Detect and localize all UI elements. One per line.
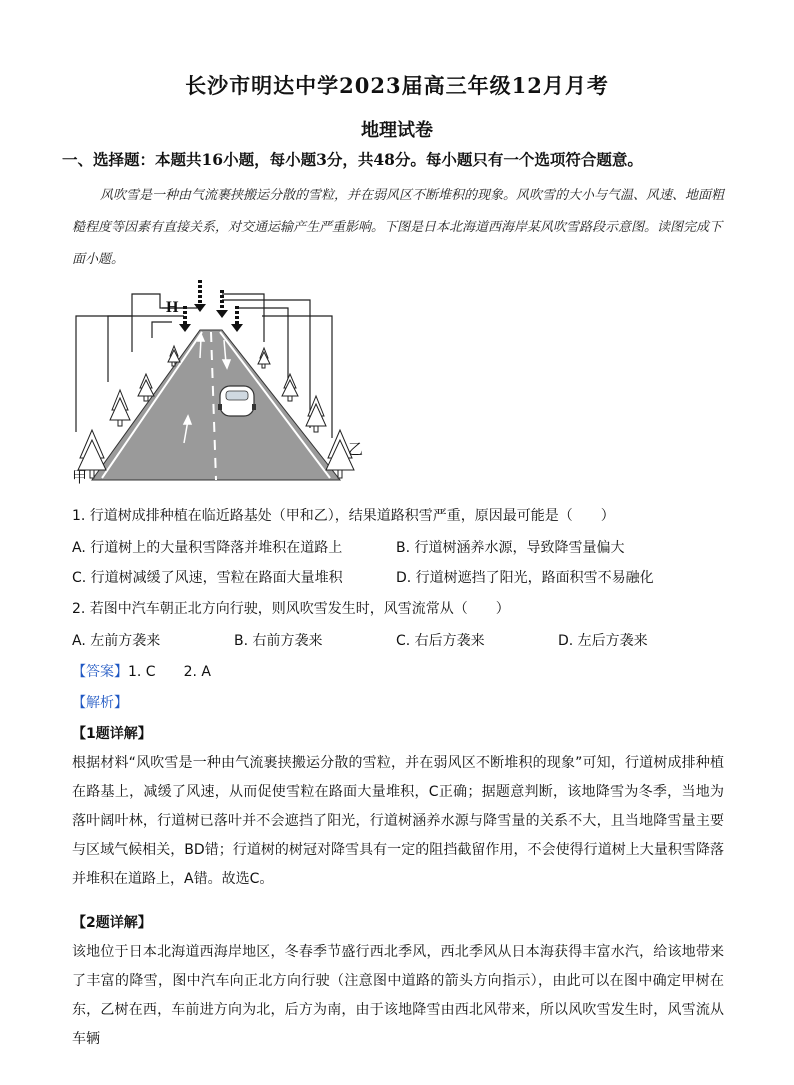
question-2-option-a[interactable]: A. 左前方袭来 [72, 633, 161, 649]
question-2-option-d[interactable]: D. 左后方袭来 [558, 633, 648, 649]
analysis-tag: 【解析】 [72, 695, 128, 711]
label-h: H [166, 299, 179, 316]
reading-passage: 风吹雪是一种由气流裹挟搬运分散的雪粒，并在弱风区不断堆积的现象。风吹雪的大小与气温、风速、地面粗糙程度等因素有直接关系，对交通运输产生严重影响。下图是日本北海道西海岸某风吹雪路段示意图。读图完成下面小题。 [72, 188, 725, 267]
question-2-option-c[interactable]: C. 右后方袭来 [396, 633, 485, 649]
section-heading: 一、选择题：本题共16小题，每小题3分，共48分。每小题只有一个选项符合题意。 [62, 150, 643, 169]
page-subtitle: 地理试卷 [361, 120, 433, 141]
question-1-option-b[interactable]: B. 行道树涵养水源，导致降雪量偏大 [396, 540, 625, 556]
road-diagram [72, 278, 372, 484]
question-1-option-c[interactable]: C. 行道树减缓了风速，雪粒在路面大量堆积 [72, 570, 343, 586]
question-1-stem: 1. 行道树成排种植在临近路基处（甲和乙），结果道路积雪严重，原因最可能是（ ） [72, 508, 615, 524]
car-icon [218, 386, 256, 416]
question-2-option-b[interactable]: B. 右前方袭来 [234, 633, 323, 649]
page-title: 长沙市明达中学2023届高三年级12月月考 [185, 73, 609, 98]
question-1-option-d[interactable]: D. 行道树遮挡了阳光，路面积雪不易融化 [396, 570, 654, 586]
detail-2-text: 该地位于日本北海道西海岸地区，冬春季节盛行西北季风，西北季风从日本海获得丰富水汽，给该地带来了丰富的降雪，图中汽车向正北方向行驶（注意图中道路的箭头方向指示），由此可以在图中确定甲树在东，乙树在西，车前进方向为北，后方为南，由于该地降雪由西北风带来，所以风吹雪发生时，风雪流从车辆 [72, 944, 724, 1047]
snow-arrow-1 [194, 280, 206, 312]
label-jia: 甲 [72, 468, 88, 484]
question-2-stem: 2. 若图中汽车朝正北方向行驶，则风吹雪发生时，风雪流常从（ ） [72, 601, 510, 617]
answer-line [72, 661, 211, 681]
detail-2-heading: 【2题详解】 [72, 915, 152, 931]
answer-text: 1. C 2. A [128, 664, 211, 680]
detail-1-heading: 【1题详解】 [72, 726, 152, 742]
answer-tag: 【答案】 [72, 664, 128, 680]
label-yi: 乙 [348, 440, 364, 458]
road-surface [92, 330, 340, 480]
snow-arrow-3 [179, 306, 191, 332]
snow-arrow-4 [231, 306, 243, 332]
detail-1-text: 根据材料“风吹雪是一种由气流裹挟搬运分散的雪粒，并在弱风区不断堆积的现象”可知，行道树成排种植在路基上，减缓了风速，从而促使雪粒在路面大量堆积，C正确；据题意判断，该地降雪为冬季，当地为落叶阔叶林，行道树已落叶并不会遮挡了阳光，行道树涵养水源与降雪量的关系不大，且当地降雪量主要与区域气候相关，BD错；行道树的树冠对降雪具有一定的阻挡截留作用，不会使得行道树上大量积雪降落并堆积在道路上，A错。故选C。 [72, 755, 724, 887]
question-1-option-a[interactable]: A. 行道树上的大量积雪降落并堆积在道路上 [72, 540, 343, 556]
